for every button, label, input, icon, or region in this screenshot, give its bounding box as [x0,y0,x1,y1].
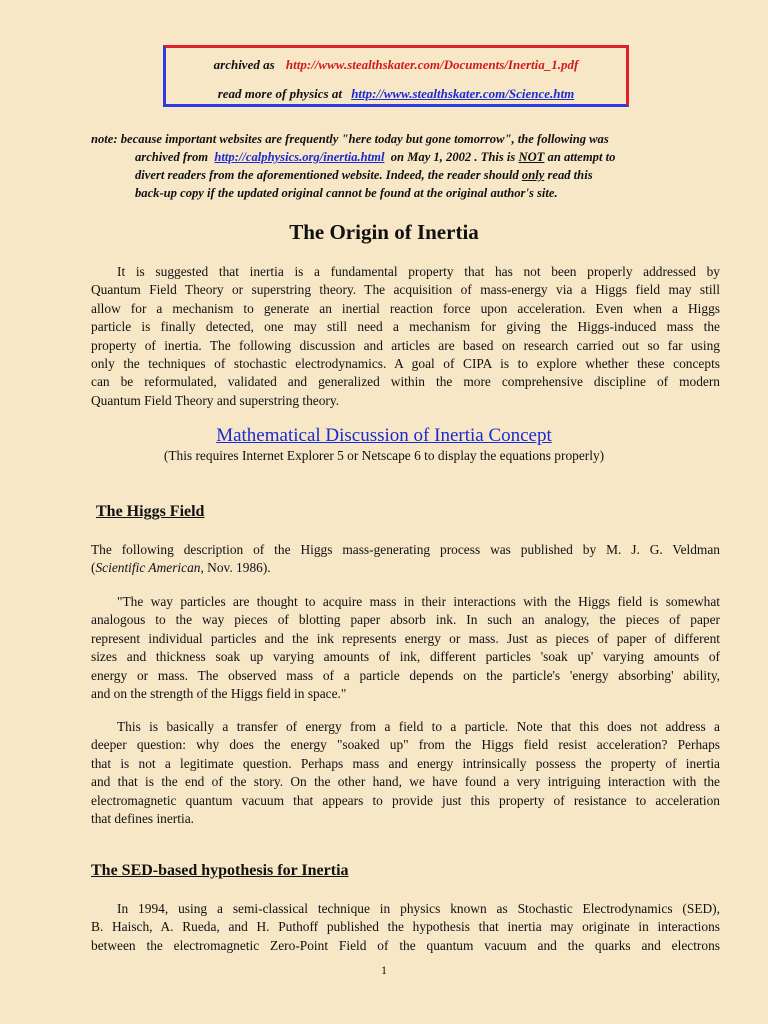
text-line: Quantum Field Theory and superstring theory. [91,392,340,408]
archive-line [166,57,626,73]
text-line: This is basically a transfer of energy from a field to a particle. Note that this does not address a [117,719,720,734]
archived-url-link[interactable]: http://www.stealthskater.com/Documents/Inertia_1.pdf [285,57,579,72]
note-emphasis: NOT [518,150,545,164]
note-text: archived from [135,150,209,164]
text-line: property of inertia. The following discussion and articles are based on research carried out so far using [91,337,720,353]
browser-requirement-note: (This requires Internet Explorer 5 or Netscape 6 to display the equations properly) [163,448,605,463]
journal-name: Scientific American [95,560,201,576]
text-line: particle is finally detected, one may still need a mechanism for giving the Higgs-induced mass the [91,319,720,335]
note-line: note: because important websites are frequently "here today but gone tomorrow", the following was [91,132,609,146]
readmore-label: read more of physics at [217,86,342,101]
text-line: The following description of the Higgs mass-generating process was published by M. J. G. Veldman [91,542,720,557]
text-fragment: ( [91,560,96,576]
text-line: and that is the end of the story. On the other hand, we have found a very intriguing interaction with the [91,774,720,790]
text-line: that defines inertia. [91,811,194,827]
higgs-quote-paragraph [91,593,720,703]
archive-box [163,45,629,107]
note-line [91,166,723,184]
readmore-line [166,86,626,102]
sed-paragraph [91,900,720,955]
text-line: electromagnetic quantum vacuum that appears to provide just this property of resistance to acceleration [91,792,720,808]
text-line: In 1994, using a semi-classical technique in physics known as Stochastic Electrodynamics (SED), [117,901,720,916]
text-line: energy or mass. The observed mass of a particle depends on the particle's 'energy absorbing' ability, [91,667,720,683]
readmore-url-link[interactable]: http://www.stealthskater.com/Science.htm [351,86,575,101]
source-url-link[interactable]: http://calphysics.org/inertia.html [214,150,385,164]
text-line: "The way particles are thought to acquire mass in their interactions with the Higgs field is somewhat [117,594,720,609]
text-line: between the electromagnetic Zero-Point Field of the quantum vacuum and the quarks and electrons [91,937,720,953]
note-text: read this [547,168,593,182]
higgs-discussion-paragraph [91,718,720,828]
page-title: The Origin of Inertia [289,220,479,244]
text-line: B. Haisch, A. Rueda, and H. Puthoff published the hypothesis that inertia may originate in interactions [91,919,720,935]
note-line: back-up copy if the updated original cannot be found at the original author's site. [135,186,558,200]
text-line: only the techniques of stochastic electrodynamics. A goal of CIPA is to explore whether these concepts [91,356,720,372]
note-text: on May 1, 2002 . This is [390,150,516,164]
text-line [91,559,720,577]
text-line: and on the strength of the Higgs field in space." [91,686,347,702]
archive-note [91,130,723,202]
text-line: sizes and thickness soak up varying amounts of ink, different particles 'soak up' varying amounts of [91,649,720,665]
sed-hypothesis-heading: The SED-based hypothesis for Inertia [91,862,349,879]
text-line: that is not a legitimate question. Perhaps mass and energy intrinsically possess the property of inertia [91,755,720,771]
higgs-intro-paragraph [91,541,720,578]
higgs-field-heading: The Higgs Field [96,503,205,520]
text-line: deeper question: why does the energy "soaked up" from the Higgs field resist acceleration? Perhaps [91,737,720,753]
page-number: 1 [381,963,387,977]
math-discussion-link[interactable]: Mathematical Discussion of Inertia Concept [216,425,552,446]
note-line [91,148,723,166]
text-fragment: , Nov. 1986). [200,560,271,576]
note-text: an attempt to [547,150,616,164]
text-line: It is suggested that inertia is a fundamental property that has not been properly addressed by [117,264,720,279]
note-text: divert readers from the aforementioned website. Indeed, the reader should [135,168,519,182]
text-line: Quantum Field Theory or superstring theory. The acquisition of mass-energy via a Higgs field may still [91,282,720,298]
text-line: can be reformulated, validated and generalized within the more comprehensive discipline of modern [91,374,720,390]
archived-label: archived as [213,57,275,72]
intro-paragraph [91,263,720,410]
text-line: analogous to the way pieces of blotting paper absorb ink. In such an analogy, the pieces of paper [91,612,720,628]
note-emphasis: only [521,168,545,182]
text-line: represent individual particles and the ink represents energy or mass. Just as pieces of paper of different [91,630,720,646]
text-line: allow for a mechanism to generate an inertial reaction force upon acceleration. Even when a Higgs [91,300,720,316]
